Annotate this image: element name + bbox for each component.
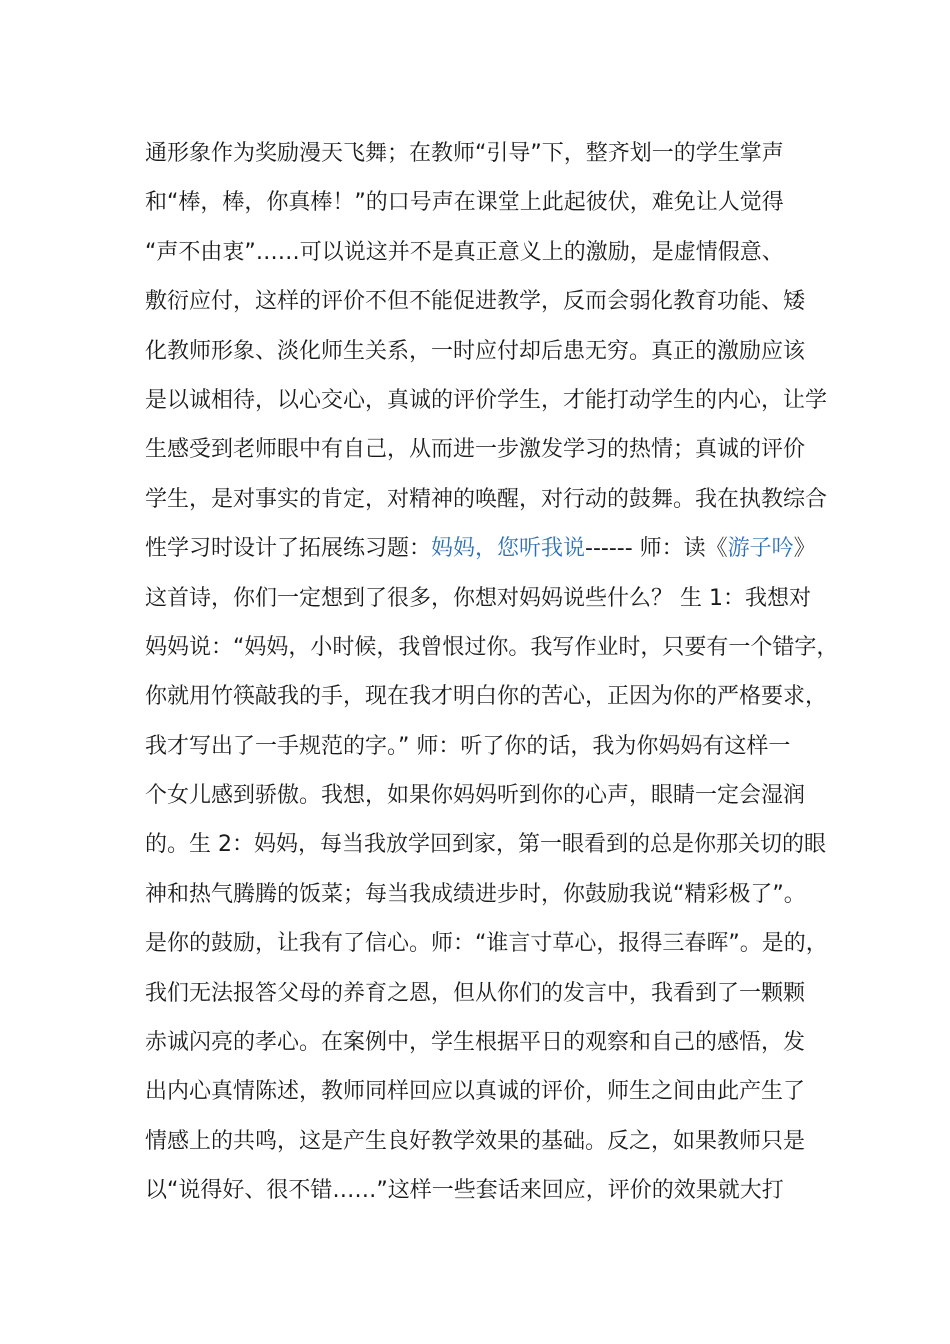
text-line: 赤诚闪亮的孝心。在案例中，学生根据平日的观察和自己的感悟，发 xyxy=(145,1030,806,1056)
text-line: 学生，是对事实的肯定，对精神的唤醒，对行动的鼓舞。我在执教综合 xyxy=(145,486,828,512)
text-line: 我才写出了一手规范的字。” 师：听了你的话，我为你妈妈有这样一 xyxy=(145,733,791,759)
text-line: 敷衍应付，这样的评价不但不能促进教学，反而会弱化教育功能、矮 xyxy=(145,289,806,315)
link-mama-ninting-woshuo[interactable]: 妈妈，您听我说 xyxy=(431,536,586,562)
text-line: 你就用竹筷敲我的手，现在我才明白你的苦心，正因为你的严格要求， xyxy=(145,684,828,710)
text-segment: 性学习时设计了拓展练习题： xyxy=(145,536,432,562)
text-line: 生感受到老师眼中有自己，从而进一步激发学习的热情；真诚的评价 xyxy=(145,437,806,463)
text-line: 是你的鼓励，让我有了信心。师：“谁言寸草心，报得三春晖”。是的， xyxy=(145,931,828,957)
text-line: 我们无法报答父母的养育之恩，但从你们的发言中，我看到了一颗颗 xyxy=(145,980,806,1006)
text-line: 和“棒，棒，你真棒！”的口号声在课堂上此起彼伏，难免让人觉得 xyxy=(145,190,784,216)
body-text xyxy=(145,129,839,1216)
text-segment: 》 xyxy=(793,536,816,562)
text-line: 化教师形象、淡化师生关系，一时应付却后患无穷。真正的激励应该 xyxy=(145,338,806,364)
text-line: 的。生 2：妈妈，每当我放学回到家，第一眼看到的总是你那关切的眼 xyxy=(145,832,826,858)
text-line: 情感上的共鸣，这是产生良好教学效果的基础。反之，如果教师只是 xyxy=(145,1128,806,1154)
text-line: 以“说得好、很不错……”这样一些套话来回应，评价的效果就大打 xyxy=(145,1178,784,1204)
text-line: 通形象作为奖励漫天飞舞；在教师“引导”下，整齐划一的学生掌声 xyxy=(145,141,784,166)
text-line: 妈妈说：“妈妈，小时候，我曾恨过你。我写作业时，只要有一个错字， xyxy=(145,634,839,660)
text-line: 个女儿感到骄傲。我想，如果你妈妈听到你的心声，眼睛一定会湿润 xyxy=(145,783,806,809)
text-line: 这首诗，你们一定想到了很多，你想对妈妈说些什么？ 生 1：我想对 xyxy=(145,585,811,611)
link-youziyin[interactable]: 游子吟 xyxy=(727,536,794,562)
text-segment: ------ 师：读《 xyxy=(585,536,728,562)
text-line: 出内心真情陈述，教师同样回应以真诚的评价，师生之间由此产生了 xyxy=(145,1079,806,1105)
text-line: “声不由衷”……可以说这并不是真正意义上的激励，是虚情假意、 xyxy=(145,239,784,265)
text-line: 神和热气腾腾的饭菜；每当我成绩进步时，你鼓励我说“精彩极了”。 xyxy=(145,881,806,907)
text-line-with-links xyxy=(145,524,825,573)
text-line: 是以诚相待，以心交心，真诚的评价学生，才能打动学生的内心，让学 xyxy=(145,387,828,413)
